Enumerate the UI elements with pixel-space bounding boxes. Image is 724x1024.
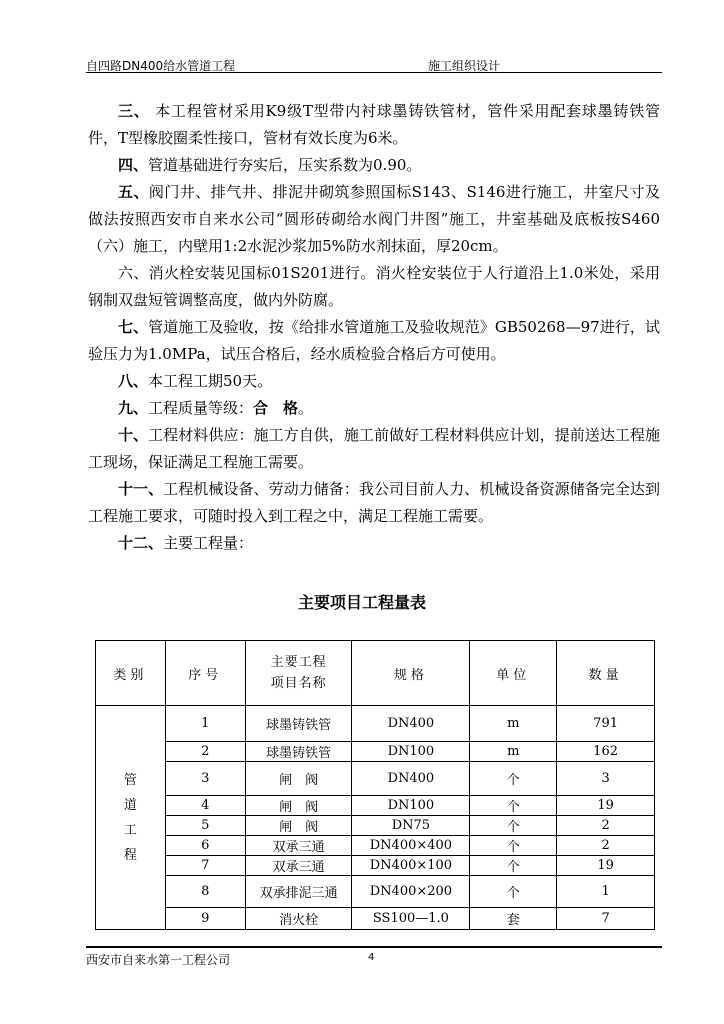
quality-grade: 合 格 bbox=[253, 399, 299, 417]
paragraph-6 bbox=[88, 260, 660, 314]
row-item-name: 闸 阀 bbox=[245, 796, 352, 816]
row-quantity: 1 bbox=[557, 876, 655, 908]
row-index: 9 bbox=[165, 908, 245, 930]
row-item-name: 球墨铸铁管 bbox=[245, 742, 352, 762]
paragraph-10 bbox=[88, 422, 660, 476]
row-item-name: 闸 阀 bbox=[245, 762, 352, 796]
row-item-name: 闸 阀 bbox=[245, 816, 352, 836]
paragraph-end: 。 bbox=[298, 399, 314, 417]
row-index: 1 bbox=[165, 706, 245, 742]
row-spec: DN100 bbox=[352, 742, 470, 762]
row-quantity: 2 bbox=[557, 816, 655, 836]
quantity-table bbox=[95, 640, 655, 930]
row-index: 6 bbox=[165, 836, 245, 856]
header-spec: 规格 bbox=[352, 641, 470, 706]
row-unit: 个 bbox=[470, 816, 557, 836]
row-item-name: 消火栓 bbox=[245, 908, 352, 930]
paragraph-11 bbox=[88, 476, 660, 530]
paragraph-lead: 八、 bbox=[118, 372, 149, 390]
row-spec: DN400×400 bbox=[352, 836, 470, 856]
paragraph-3 bbox=[88, 98, 660, 152]
paragraph-text: 本工程管材采用K9级T型带内衬球墨铸铁管材，管件采用配套球墨铸铁管件，T型橡胶圈柔性接口，管材有效长度为6米。 bbox=[88, 102, 660, 147]
row-index: 7 bbox=[165, 856, 245, 876]
paragraph-text: 工程质量等级： bbox=[148, 399, 254, 417]
header-item-name bbox=[245, 641, 352, 706]
row-quantity: 791 bbox=[557, 706, 655, 742]
row-quantity: 162 bbox=[557, 742, 655, 762]
table-row bbox=[96, 796, 655, 816]
header-project-title: 自四路DN400给水管道工程 bbox=[86, 59, 236, 73]
page-number: 4 bbox=[368, 952, 375, 963]
paragraph-lead: 七、 bbox=[118, 318, 149, 336]
paragraph-text: 管道施工及验收，按《给排水管道施工及验收规范》GB50268—97进行，试验压力为1.0MPa，试压合格后，经水质检验合格后方可使用。 bbox=[88, 318, 660, 363]
paragraph-text: 工程机械设备、劳动力储备：我公司目前人力、机械设备资源储备完全达到工程施工要求，可随时投入到工程之中，满足工程施工需要。 bbox=[88, 480, 660, 525]
row-item-name: 双承三通 bbox=[245, 836, 352, 856]
footer-company: 西安市自来水第一工程公司 bbox=[86, 953, 231, 967]
paragraph-lead: 九、 bbox=[118, 399, 149, 417]
row-item-name: 球墨铸铁管 bbox=[245, 706, 352, 742]
paragraph-7 bbox=[88, 314, 660, 368]
header-unit: 单位 bbox=[470, 641, 557, 706]
paragraph-lead: 十一、 bbox=[118, 480, 164, 498]
header-index: 序号 bbox=[165, 641, 245, 706]
paragraph-8 bbox=[88, 368, 660, 395]
row-spec: DN400 bbox=[352, 706, 470, 742]
row-spec: DN75 bbox=[352, 816, 470, 836]
row-index: 2 bbox=[165, 742, 245, 762]
row-index: 5 bbox=[165, 816, 245, 836]
row-spec: SS100—1.0 bbox=[352, 908, 470, 930]
paragraph-text: 工程材料供应：施工方自供，施工前做好工程材料供应计划，提前送达工程施工现场，保证满足工程施工需要。 bbox=[88, 426, 660, 471]
row-unit: 个 bbox=[470, 856, 557, 876]
table-row bbox=[96, 836, 655, 856]
row-item-name: 双承三通 bbox=[245, 856, 352, 876]
paragraph-text: 主要工程量： bbox=[163, 534, 254, 552]
row-spec: DN100 bbox=[352, 796, 470, 816]
paragraph-lead: 四、 bbox=[118, 156, 149, 174]
category-char: 工 bbox=[123, 822, 137, 838]
table-row bbox=[96, 816, 655, 836]
row-unit: m bbox=[470, 706, 557, 742]
row-quantity: 3 bbox=[557, 762, 655, 796]
row-unit: 套 bbox=[470, 908, 557, 930]
table-header-row bbox=[96, 641, 655, 706]
paragraph-lead: 五、 bbox=[118, 183, 149, 201]
row-quantity: 19 bbox=[557, 796, 655, 816]
table-row bbox=[96, 908, 655, 930]
paragraph-4 bbox=[88, 152, 660, 179]
row-index: 8 bbox=[165, 876, 245, 908]
category-char: 程 bbox=[123, 847, 137, 863]
table-row bbox=[96, 856, 655, 876]
row-spec: DN400×200 bbox=[352, 876, 470, 908]
header-quantity: 数量 bbox=[557, 641, 655, 706]
paragraph-lead: 十、 bbox=[118, 426, 149, 444]
header-item-name-line1: 主要工程 bbox=[270, 655, 327, 670]
table-row bbox=[96, 762, 655, 796]
row-unit: 个 bbox=[470, 836, 557, 856]
header-rule bbox=[86, 72, 662, 73]
row-unit: 个 bbox=[470, 876, 557, 908]
paragraph-text: 六、消火栓安装见国标01S201进行。消火栓安装位于人行道沿上1.0米处，采用钢制双盘短管调整高度，做内外防腐。 bbox=[88, 264, 660, 309]
paragraph-text: 管道基础进行夯实后，压实系数为0.90。 bbox=[148, 156, 422, 174]
paragraph-lead: 三、 bbox=[118, 102, 150, 120]
paragraph-12 bbox=[88, 530, 660, 557]
category-char: 管 bbox=[123, 772, 137, 788]
paragraph-5 bbox=[88, 179, 660, 260]
table-title: 主要项目工程量表 bbox=[297, 593, 426, 612]
body-text bbox=[88, 98, 660, 557]
header-category: 类别 bbox=[96, 641, 166, 706]
row-spec: DN400×100 bbox=[352, 856, 470, 876]
category-char: 道 bbox=[123, 797, 137, 813]
paragraph-9 bbox=[88, 395, 660, 422]
row-quantity: 2 bbox=[557, 836, 655, 856]
category-cell bbox=[96, 706, 166, 930]
header-doc-type: 施工组织设计 bbox=[428, 59, 501, 73]
paragraph-lead: 十二、 bbox=[118, 534, 164, 552]
row-unit: 个 bbox=[470, 762, 557, 796]
row-unit: 个 bbox=[470, 796, 557, 816]
row-index: 3 bbox=[165, 762, 245, 796]
row-index: 4 bbox=[165, 796, 245, 816]
table-row bbox=[96, 876, 655, 908]
paragraph-text: 阀门井、排气井、排泥井砌筑参照国标S143、S146进行施工，井室尺寸及做法按照西安市自来水公司“圆形砖砌给水阀门井图”施工，井室基础及底板按S460（六）施工，内壁用1:2水泥沙浆加5%防水剂抹面，厚20cm。 bbox=[88, 183, 660, 255]
paragraph-text: 本工程工期50天。 bbox=[148, 372, 273, 390]
row-unit: m bbox=[470, 742, 557, 762]
table-row bbox=[96, 706, 655, 742]
row-quantity: 7 bbox=[557, 908, 655, 930]
header-item-name-line2: 项目名称 bbox=[270, 676, 327, 691]
footer-rule bbox=[86, 946, 662, 948]
table-row bbox=[96, 742, 655, 762]
row-item-name: 双承排泥三通 bbox=[245, 876, 352, 908]
row-spec: DN400 bbox=[352, 762, 470, 796]
row-quantity: 19 bbox=[557, 856, 655, 876]
